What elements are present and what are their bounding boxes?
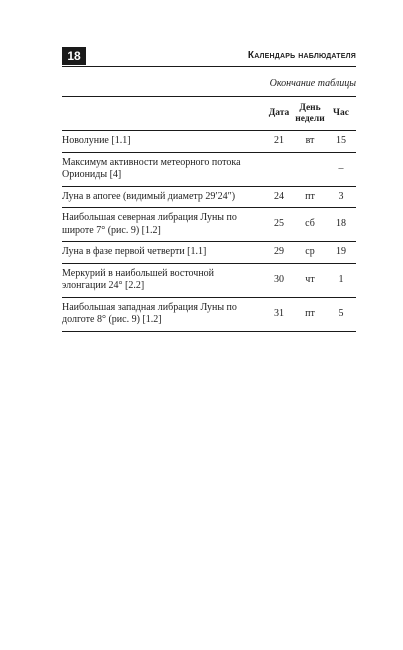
weekday-cell: чт — [305, 273, 315, 285]
table-row — [62, 242, 356, 264]
table-row — [62, 297, 356, 331]
column-header-weekday-line2: недели — [295, 113, 325, 124]
weekday-cell: ср — [305, 246, 315, 257]
hour-cell: 18 — [336, 218, 346, 230]
hour-cell: 3 — [338, 190, 344, 202]
table-row — [62, 152, 356, 186]
column-header-hour: Час — [333, 108, 349, 118]
weekday-cell: вт — [305, 135, 315, 146]
hour-cell: 19 — [336, 246, 346, 257]
weekday-cell: пт — [305, 307, 315, 319]
event-cell: Меркурий в наибольшей восточной элонгации 24° [2.2] — [62, 267, 215, 291]
weekday-cell: пт — [305, 190, 315, 202]
column-header-date: Дата — [268, 108, 290, 118]
running-title: Календарь наблюдателя — [247, 50, 356, 61]
date-cell: 21 — [274, 135, 284, 146]
date-cell: 29 — [274, 246, 284, 257]
page-number-badge: 18 — [62, 47, 86, 65]
date-cell: 25 — [274, 218, 284, 230]
column-header-weekday-line1: День — [299, 102, 321, 113]
date-cell: 30 — [274, 273, 284, 285]
table-row — [62, 131, 356, 153]
event-cell: Максимум активности метеорного потока Ориониды [4] — [62, 156, 241, 180]
page-header — [62, 47, 356, 65]
table-caption: Окончание таблицы — [269, 78, 356, 89]
date-cell — [264, 152, 294, 186]
weekday-cell — [294, 152, 326, 186]
hour-cell: – — [338, 162, 344, 174]
events-table — [62, 96, 356, 332]
weekday-cell: сб — [305, 218, 315, 230]
event-cell: Луна в фазе первой четверти [1.1] — [62, 246, 207, 257]
event-cell: Луна в апогее (видимый диаметр 29′24″) — [62, 190, 236, 202]
event-cell: Новолуние [1.1] — [62, 135, 131, 146]
event-cell: Наибольшая западная либрация Луны по долготе 8° (рис. 9) [1.2] — [62, 301, 237, 325]
table-row — [62, 186, 356, 208]
table-header-row — [62, 97, 356, 131]
column-header-weekday — [294, 97, 326, 131]
date-cell: 31 — [274, 307, 284, 319]
header-rule — [62, 66, 356, 67]
date-cell: 24 — [274, 190, 284, 202]
hour-cell: 1 — [338, 273, 344, 285]
column-header-event — [62, 97, 264, 131]
hour-cell: 15 — [336, 135, 346, 146]
event-cell: Наибольшая северная либрация Луны по широте 7° (рис. 9) [1.2] — [62, 212, 237, 236]
table-row — [62, 263, 356, 297]
hour-cell: 5 — [338, 307, 344, 319]
table-row — [62, 208, 356, 242]
